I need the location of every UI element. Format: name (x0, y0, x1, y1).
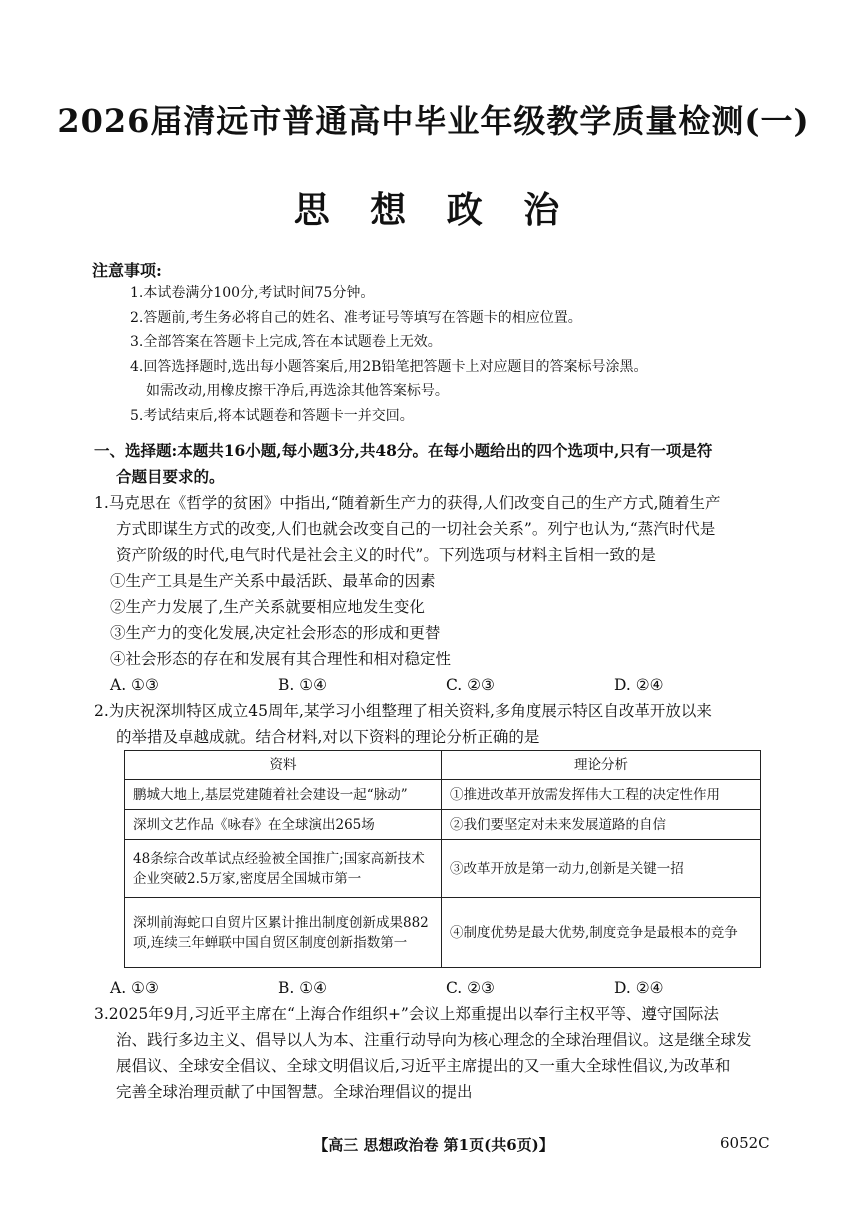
questions-block-2 (94, 975, 784, 1105)
section-heading: 一、选择题:本题共16小题,每小题3分,共48分。在每小题给出的四个选项中,只有一项是符 (94, 441, 713, 460)
table-cell: 深圳文艺作品《咏春》在全球演出265场 (125, 810, 442, 840)
exam-title: 2026届清远市普通高中毕业年级教学质量检测(一) (57, 102, 810, 140)
q2-stem: 2.为庆祝深圳特区成立45周年,某学习小组整理了相关资料,多角度展示特区自改革开放以来 (94, 702, 712, 720)
questions-block (94, 438, 784, 750)
q2-choice-d: D. ②④ (614, 979, 664, 997)
q1-option: ②生产力发展了,生产关系就要相应地发生变化 (110, 598, 425, 616)
table-row (125, 898, 761, 968)
table-cell: ③改革开放是第一动力,创新是关键一招 (442, 840, 761, 898)
subject-title: 思 想 政 治 (293, 189, 574, 231)
q2-stem: 的举措及卓越成就。结合材料,对以下资料的理论分析正确的是 (116, 728, 540, 746)
notes-item: 1.本试卷满分100分,考试时间75分钟。 (130, 285, 375, 301)
q1-choices (94, 672, 784, 698)
q1-option: ④社会形态的存在和发展有其合理性和相对稳定性 (110, 650, 452, 668)
q3-stem: 3.2025年9月,习近平主席在“上海合作组织+”会议上郑重提出以奉行主权平等、遵守国际法 (94, 1005, 719, 1023)
q2-choice-a: A. ①③ (110, 979, 159, 997)
q2-choice-b: B. ①④ (278, 979, 328, 997)
table-cell: 48条综合改革试点经验被全国推广;国家高新技术企业突破2.5万家,密度居全国城市第一 (125, 840, 442, 898)
q1-choice-a: A. ①③ (110, 676, 159, 694)
table-row (125, 840, 761, 898)
table-header: 理论分析 (442, 751, 761, 780)
table-cell: ②我们要坚定对未来发展道路的自信 (442, 810, 761, 840)
table-row (125, 810, 761, 840)
notes-heading: 注意事项: (92, 261, 162, 280)
table-cell: 鹏城大地上,基层党建随着社会建设一起“脉动” (125, 780, 442, 810)
q1-option: ③生产力的变化发展,决定社会形态的形成和更替 (110, 624, 441, 642)
q1-choice-c: C. ②③ (446, 676, 495, 694)
notes-item: 5.考试结束后,将本试题卷和答题卡一并交回。 (130, 407, 414, 424)
q2-choice-c: C. ②③ (446, 979, 495, 997)
notes-item: 2.答题前,考生务必将自己的姓名、准考证号等填写在答题卡的相应位置。 (130, 309, 582, 326)
q1-stem: 资产阶级的时代,电气时代是社会主义的时代”。下列选项与材料主旨相一致的是 (116, 546, 656, 564)
q1-choice-d: D. ②④ (614, 676, 664, 694)
q2-choices (94, 975, 784, 1001)
table-header: 资料 (125, 751, 442, 780)
q1-choice-b: B. ①④ (278, 676, 328, 694)
table-header-row (125, 751, 761, 780)
notes-item: 如需改动,用橡皮擦干净后,再选涂其他答案标号。 (146, 383, 449, 399)
paper-code: 6052C (720, 1134, 770, 1152)
q3-stem: 展倡议、全球安全倡议、全球文明倡议后,习近平主席提出的又一重大全球性倡议,为改革和 (116, 1057, 731, 1075)
table-row (125, 780, 761, 810)
table-cell: 深圳前海蛇口自贸片区累计推出制度创新成果882项,连续三年蝉联中国自贸区制度创新指数第一 (125, 898, 442, 968)
q2-material-table (124, 750, 761, 968)
page-footer: 【高三 思想政治卷 第1页(共6页)】 (313, 1136, 554, 1154)
table-cell: ①推进改革开放需发挥伟大工程的决定性作用 (442, 780, 761, 810)
q1-option: ①生产工具是生产关系中最活跃、最革命的因素 (110, 572, 436, 590)
notes-item: 4.回答选择题时,选出每小题答案后,用2B铅笔把答题卡上对应题目的答案标号涂黑。 (130, 358, 648, 375)
q3-stem: 治、践行多边主义、倡导以人为本、注重行动导向为核心理念的全球治理倡议。这是继全球发 (116, 1031, 752, 1049)
notes-item: 3.全部答案在答题卡上完成,答在本试题卷上无效。 (130, 334, 442, 350)
table-cell: ④制度优势是最大优势,制度竞争是最根本的竞争 (442, 898, 761, 968)
notes-list (130, 281, 810, 428)
section-heading-cont: 合题目要求的。 (116, 467, 225, 486)
q1-stem: 方式即谋生方式的改变,人们也就会改变自己的一切社会关系”。列宁也认为,“蒸汽时代是 (116, 520, 716, 538)
q3-stem: 完善全球治理贡献了中国智慧。全球治理倡议的提出 (116, 1083, 473, 1101)
q1-stem: 1.马克思在《哲学的贫困》中指出,“随着新生产力的获得,人们改变自己的生产方式,随着生产 (94, 494, 721, 512)
